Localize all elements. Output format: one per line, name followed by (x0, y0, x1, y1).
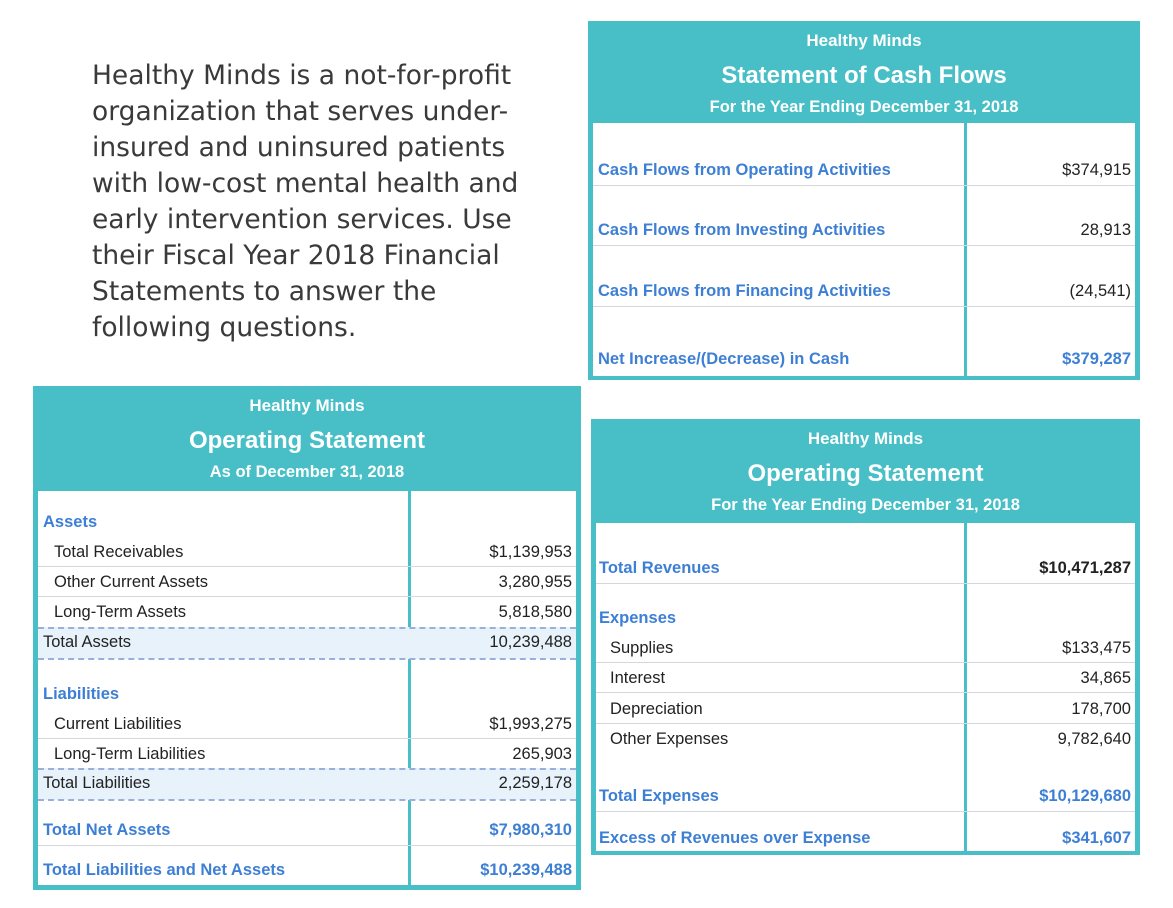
total-assets-label: Total Assets (43, 633, 132, 651)
operating-header (591, 427, 1140, 519)
long-term-assets-value: 5,818,580 (498, 603, 572, 621)
interest-value: 34,865 (1080, 669, 1131, 687)
cash-flows-investing-label: Cash Flows from Investing Activities (598, 221, 886, 239)
total-receivables-label: Total Receivables (54, 543, 184, 561)
current-liabilities-value: $1,993,275 (489, 715, 572, 733)
total-expenses-value: $10,129,680 (1039, 787, 1131, 805)
long-term-assets-label: Long-Term Assets (54, 603, 187, 621)
other-expenses-label: Other Expenses (610, 730, 729, 748)
intro-paragraph: Healthy Minds is a not-for-profit organization that serves under-insured and uninsured patients with low-cost mental health and early intervention services. Use their Fiscal Year 2018 Financial Statements to answer the following questions. (92, 60, 519, 343)
expenses-heading: Expenses (599, 609, 677, 627)
cash-flows-net-label: Net Increase/(Decrease) in Cash (598, 350, 850, 368)
other-current-assets-value: 3,280,955 (498, 573, 572, 591)
excess-revenues-label: Excess of Revenues over Expense (599, 829, 871, 847)
cash-flows-subtitle: For the Year Ending December 31, 2018 (709, 98, 1019, 116)
operating-title: Operating Statement (747, 460, 984, 487)
cash-flows-title: Statement of Cash Flows (721, 62, 1007, 89)
cash-flows-operating-value: $374,915 (1062, 161, 1131, 179)
depreciation-label: Depreciation (610, 700, 703, 718)
total-liabilities-label: Total Liabilities (43, 774, 151, 792)
interest-label: Interest (610, 669, 666, 687)
total-receivables-value: $1,139,953 (489, 543, 572, 561)
balance-subtitle: As of December 31, 2018 (209, 463, 405, 481)
total-assets-value: 10,239,488 (489, 633, 572, 651)
operating-statement (591, 419, 1140, 855)
long-term-liabilities-value: 265,903 (512, 745, 572, 763)
total-revenues-value: $10,471,287 (1039, 559, 1131, 577)
balance-header (33, 394, 581, 486)
total-net-assets-value: $7,980,310 (489, 821, 572, 839)
depreciation-value: 178,700 (1071, 700, 1131, 718)
balance-body (38, 491, 576, 885)
total-revenues-label: Total Revenues (599, 559, 720, 577)
operating-body (596, 523, 1135, 851)
other-current-assets-label: Other Current Assets (54, 573, 209, 591)
cash-flows-investing-value: 28,913 (1080, 221, 1131, 239)
cash-flows-statement (588, 21, 1140, 380)
total-net-assets-label: Total Net Assets (43, 821, 171, 839)
operating-subtitle: For the Year Ending December 31, 2018 (711, 496, 1020, 514)
cash-flows-org-name: Healthy Minds (806, 31, 922, 50)
long-term-liabilities-label: Long-Term Liabilities (54, 745, 206, 763)
cash-flows-financing-value: (24,541) (1069, 282, 1131, 300)
current-liabilities-label: Current Liabilities (54, 715, 182, 733)
assets-heading: Assets (43, 513, 98, 531)
balance-org-name: Healthy Minds (249, 396, 365, 415)
excess-revenues-value: $341,607 (1062, 829, 1131, 847)
balance-title: Operating Statement (188, 427, 426, 454)
supplies-label: Supplies (610, 639, 674, 657)
cash-flows-header (588, 29, 1140, 121)
total-liabilities-value: 2,259,178 (498, 774, 572, 792)
operating-org-name: Healthy Minds (807, 429, 924, 448)
other-expenses-value: 9,782,640 (1057, 730, 1131, 748)
total-liabilities-net-assets-value: $10,239,488 (480, 861, 572, 879)
total-expenses-label: Total Expenses (599, 787, 719, 805)
balance-statement (33, 386, 581, 890)
supplies-value: $133,475 (1062, 639, 1131, 657)
total-liabilities-net-assets-label: Total Liabilities and Net Assets (43, 861, 286, 879)
cash-flows-financing-label: Cash Flows from Financing Activities (598, 282, 891, 300)
liabilities-heading: Liabilities (43, 685, 120, 703)
cash-flows-operating-label: Cash Flows from Operating Activities (598, 161, 891, 179)
cash-flows-net-value: $379,287 (1062, 350, 1131, 368)
cash-flows-body (593, 123, 1135, 376)
